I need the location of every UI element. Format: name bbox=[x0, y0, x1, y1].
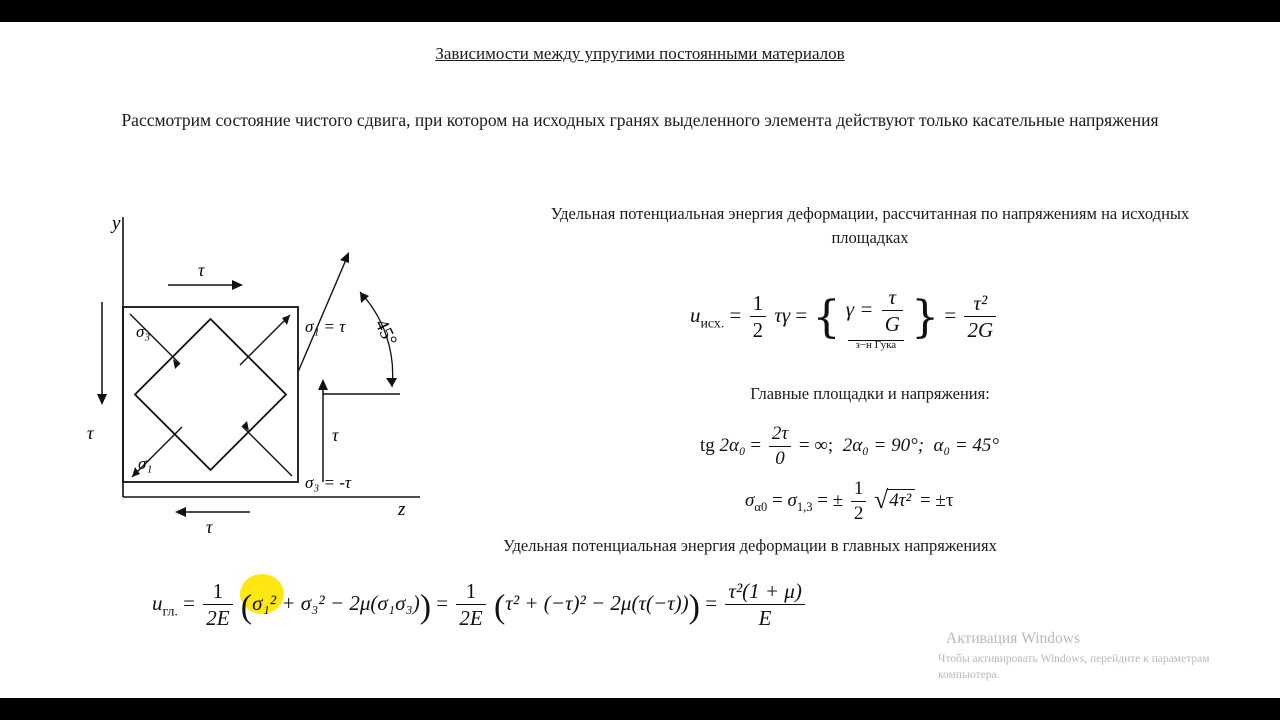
label-sigma1-inner: σ₁ bbox=[138, 454, 153, 473]
intro-paragraph: Рассмотрим состояние чистого сдвига, при котором на исходных гранях выделенного элемента действуют только касательные напряжения bbox=[121, 110, 1159, 130]
axis-label-z: z bbox=[398, 499, 406, 520]
f2-eq2: = ∞; bbox=[798, 435, 834, 457]
f4-eq3: = bbox=[705, 591, 718, 616]
f4-eq: = bbox=[183, 591, 195, 616]
f2-tg: tg bbox=[700, 435, 715, 457]
label-sigma3-right: σ₃ = -τ bbox=[305, 473, 352, 492]
f1-eq3: = bbox=[944, 303, 957, 328]
sqrt-icon: √ bbox=[874, 485, 889, 515]
f4-lhs-sub: гл. bbox=[162, 603, 178, 619]
f1-lhs-sub: исх. bbox=[700, 315, 725, 331]
formula-energy-initial bbox=[690, 284, 999, 351]
f1-taugamma: τγ bbox=[774, 303, 791, 328]
brace-open: { bbox=[812, 292, 841, 344]
axis-label-y: y bbox=[112, 213, 121, 234]
formula-sigma-principal bbox=[745, 477, 954, 526]
f3-radicand: 4τ² bbox=[887, 489, 915, 512]
f4-result: $\frac{\text{τ²(1 + μ)}}{E}$ bbox=[725, 578, 805, 633]
f2-arg: 2α₀ bbox=[719, 435, 746, 457]
f1-half: $\frac{1}{2}$ bbox=[750, 290, 767, 345]
f1-gamma: γ = bbox=[845, 297, 874, 322]
f1-lhs: u bbox=[690, 303, 701, 328]
f4-group2: τ² + (−τ)² − 2μ(τ(−τ)) bbox=[505, 591, 689, 616]
f2-mid: 2α₀ = 90°; bbox=[842, 435, 925, 457]
f1-tau-over-g: $\frac{\tau}{G}$ bbox=[882, 284, 903, 339]
page-title-text: Зависимости между упругими постоянными материалов bbox=[435, 44, 845, 63]
brace-close: } bbox=[911, 292, 940, 344]
f3-lhs-sub: α0 bbox=[754, 499, 768, 514]
slide-canvas bbox=[0, 22, 1280, 698]
label-tau-top: τ bbox=[198, 260, 205, 280]
f4-eq2: = bbox=[436, 591, 449, 616]
f4-group1: σ₁² + σ₃² − 2μ(σ₁σ₃) bbox=[252, 591, 420, 616]
paren-open-1: ( bbox=[240, 588, 253, 626]
subhead-energy-initial: Удельная потенциальная энергия деформации, рассчитанная по напряжениям на исходных площадках bbox=[550, 204, 1190, 247]
f3-eq3: = ±τ bbox=[919, 490, 954, 512]
f1-eq2: = bbox=[795, 303, 808, 328]
paren-close-1: ) bbox=[419, 588, 432, 626]
pure-shear-svg bbox=[60, 197, 490, 537]
f1-brace-content bbox=[846, 284, 906, 351]
f3-sigma13: σ bbox=[787, 490, 797, 512]
watermark-subtitle: Чтобы активировать Windows, перейдите к параметрам компьютера. bbox=[938, 653, 1210, 681]
f2-eq: = bbox=[750, 435, 762, 457]
formula-tg-2alpha bbox=[700, 422, 999, 471]
f1-result: $\frac{\text{τ²}}{2G}$ bbox=[964, 290, 996, 345]
f4-coef1: $\frac{1}{2E}$ bbox=[203, 578, 232, 633]
f3-eq: = bbox=[771, 490, 783, 512]
label-tau-left: τ bbox=[87, 423, 94, 443]
paren-open-2: ( bbox=[493, 588, 506, 626]
f2-frac: $\frac{2\tau}{0}$ bbox=[769, 422, 791, 471]
paren-close-2: ) bbox=[688, 588, 700, 626]
watermark-title: Активация Windows bbox=[946, 630, 1080, 647]
label-sigma1-right: σ₁ = τ bbox=[305, 317, 346, 336]
f3-sigma13-sub: 1,3 bbox=[796, 499, 813, 514]
label-sigma3-inner: σ₃ bbox=[136, 322, 151, 341]
f4-lhs: u bbox=[152, 591, 163, 616]
f3-half: $\frac{1}{2}$ bbox=[851, 477, 867, 526]
f4-coef2: $\frac{1}{2E}$ bbox=[456, 578, 485, 633]
f1-hooke-note: з−н Гука bbox=[855, 338, 897, 351]
f2-end: α₀ = 45° bbox=[933, 435, 1000, 457]
label-angle-45: 45° bbox=[370, 316, 401, 350]
f3-lhs: σ bbox=[745, 490, 755, 512]
subhead-energy-principal: Удельная потенциальная энергия деформации в главных напряжениях bbox=[503, 536, 997, 555]
f1-eq: = bbox=[729, 303, 742, 328]
label-tau-bottom: τ bbox=[206, 517, 213, 537]
formula-energy-principal bbox=[152, 578, 808, 633]
page-title bbox=[0, 44, 1280, 64]
subhead-principal: Главные площадки и напряжения: bbox=[750, 384, 990, 403]
f3-eq2: = ± bbox=[817, 490, 844, 512]
pure-shear-diagram bbox=[60, 197, 490, 537]
label-tau-right: τ bbox=[332, 425, 339, 445]
